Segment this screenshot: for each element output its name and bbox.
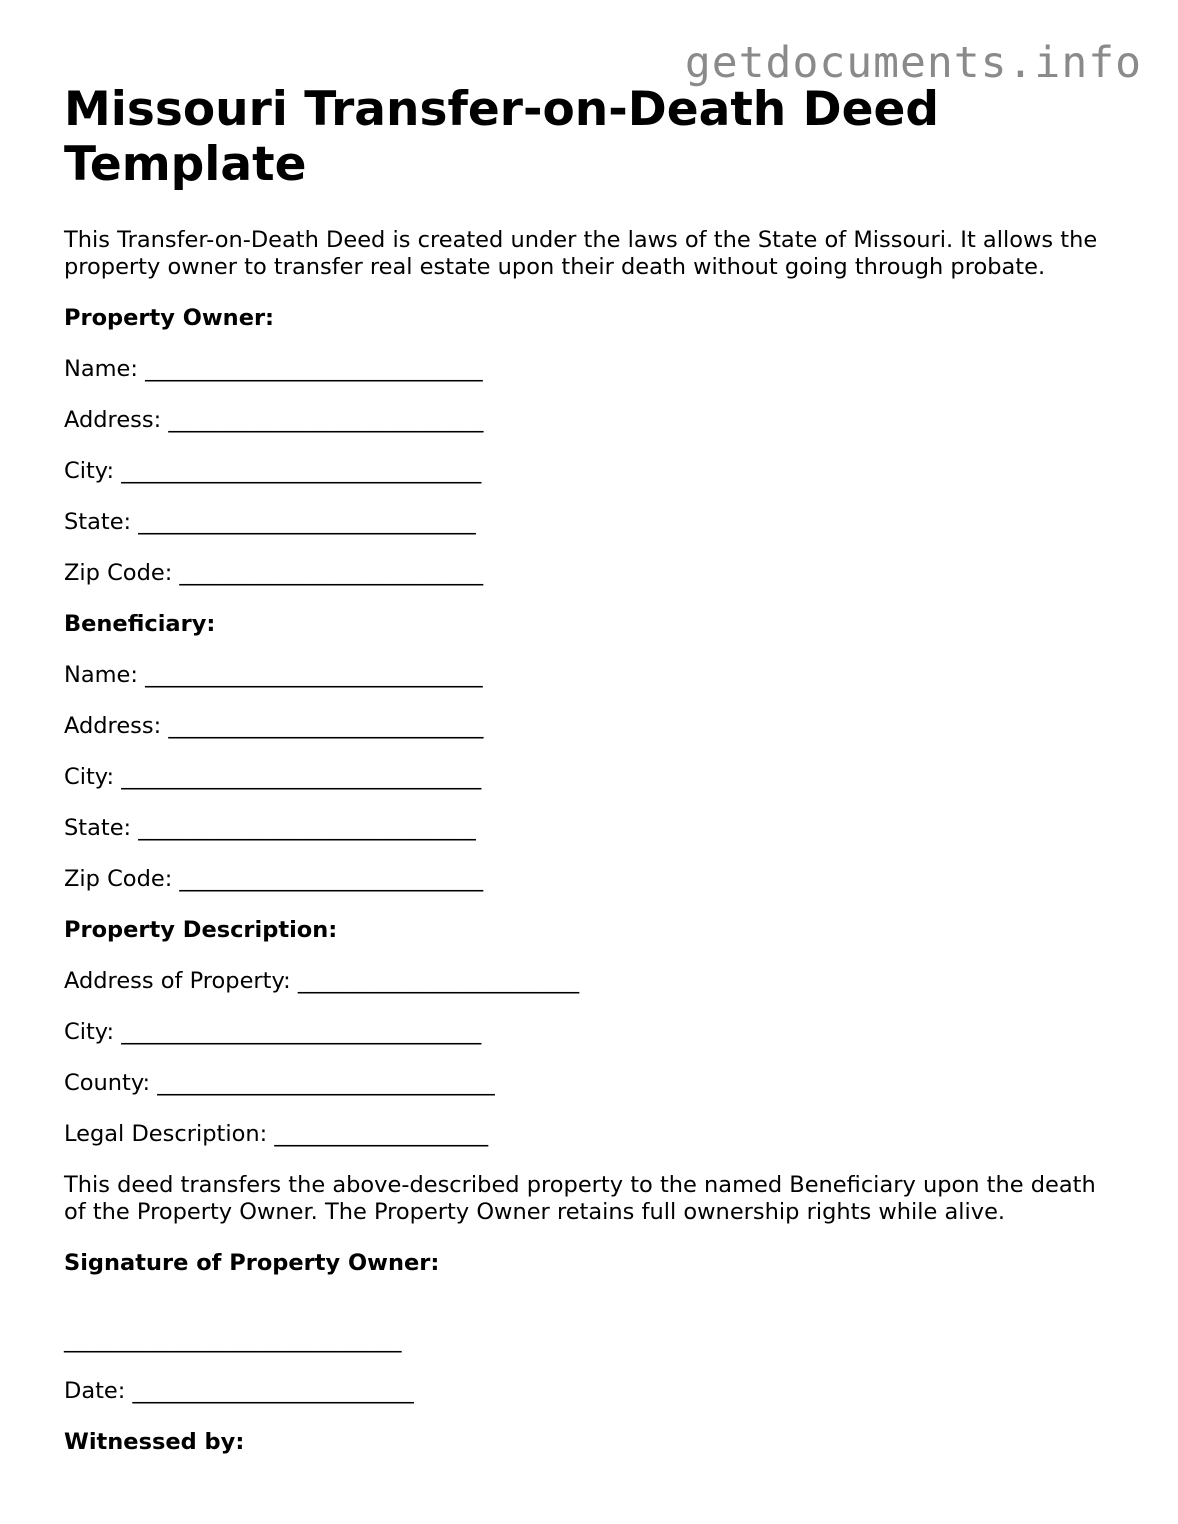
signature-heading: Signature of Property Owner: <box>64 1250 440 1276</box>
watermark: getdocuments.info <box>684 38 1142 88</box>
beneficiary-zip-field[interactable]: Zip Code: ___________________________ <box>64 866 484 892</box>
owner-heading: Property Owner: <box>64 305 275 331</box>
property-heading: Property Description: <box>64 917 338 943</box>
property-county-field[interactable]: County: ______________________________ <box>64 1070 495 1096</box>
transfer-statement: This deed transfers the above-described property to the named Beneficiary upon the death of the Property Owner. The Property Owner retains full ownership rights while alive. <box>64 1172 1096 1225</box>
owner-zip-field[interactable]: Zip Code: ___________________________ <box>64 560 484 586</box>
witness-heading: Witnessed by: <box>64 1429 245 1455</box>
beneficiary-city-field[interactable]: City: ________________________________ <box>64 764 482 790</box>
document-title: Missouri Transfer-on-Death Deed Template <box>64 82 940 192</box>
signature-date-field[interactable]: Date: _________________________ <box>64 1378 414 1404</box>
property-city-field[interactable]: City: ________________________________ <box>64 1019 482 1045</box>
property-legal-description-field[interactable]: Legal Description: ___________________ <box>64 1121 489 1147</box>
owner-city-field[interactable]: City: ________________________________ <box>64 458 482 484</box>
document-page <box>64 82 1124 1456</box>
owner-address-field[interactable]: Address: ____________________________ <box>64 407 484 433</box>
owner-state-field[interactable]: State: ______________________________ <box>64 509 476 535</box>
intro-paragraph: This Transfer-on-Death Deed is created under the laws of the State of Missouri. It allows the property owner to transfer real estate upon their death without going through probate. <box>64 227 1098 280</box>
property-address-field[interactable]: Address of Property: _________________________ <box>64 968 580 994</box>
beneficiary-name-field[interactable]: Name: ______________________________ <box>64 662 483 688</box>
beneficiary-state-field[interactable]: State: ______________________________ <box>64 815 476 841</box>
beneficiary-address-field[interactable]: Address: ____________________________ <box>64 713 484 739</box>
owner-name-field[interactable]: Name: ______________________________ <box>64 356 483 382</box>
beneficiary-heading: Beneficiary: <box>64 611 216 637</box>
signature-line[interactable]: ______________________________ <box>64 1327 402 1353</box>
